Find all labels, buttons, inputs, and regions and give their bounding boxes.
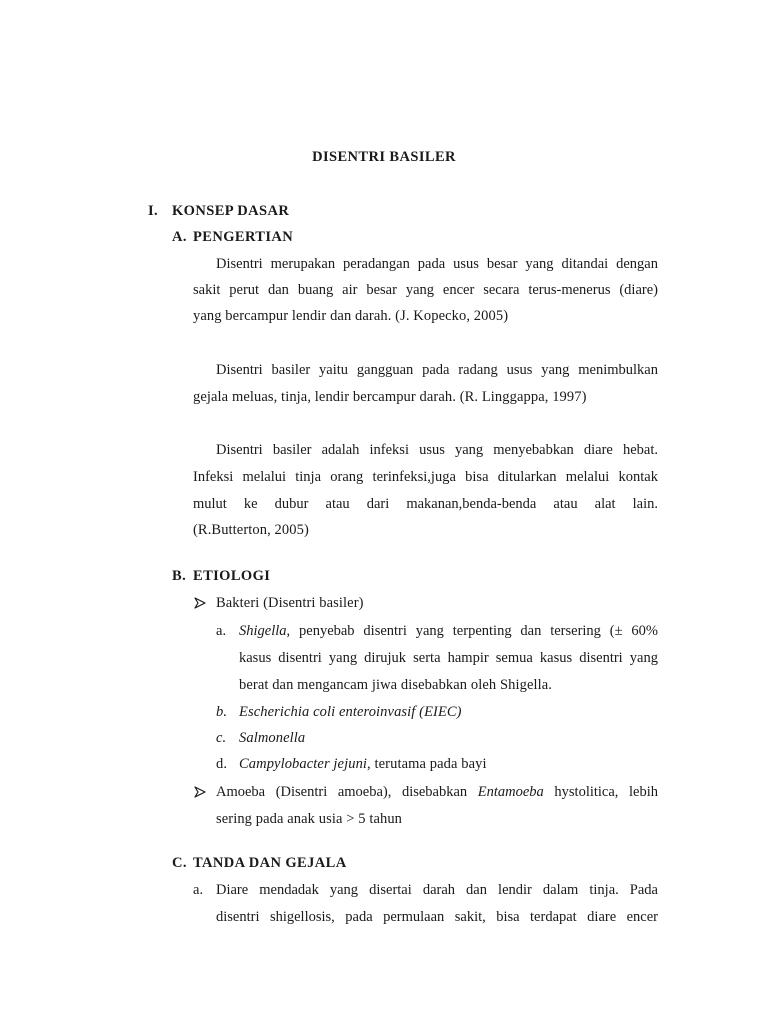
section-heading: KONSEP DASAR [172, 203, 290, 219]
bullet-text: sering pada anak usia > 5 tahun [216, 811, 403, 827]
list-marker: a. [193, 882, 204, 898]
list-marker: c. [216, 730, 227, 746]
subsection-heading-etiologi: ETIOLOGI [193, 568, 271, 584]
bullet-text: Bakteri (Disentri basiler) [216, 595, 364, 611]
subsection-letter-b: B. [172, 568, 187, 584]
list-item-text: , terutama pada bayi [367, 756, 487, 772]
list-item-line [239, 729, 305, 747]
organism-name: Entamoeba [477, 784, 544, 800]
paragraph-line: (R.Butterton, 2005) [193, 522, 309, 538]
paragraph-line: Disentri basiler adalah infeksi usus yang menyebabkan diare hebat. [216, 442, 658, 458]
organism-name: Salmonella [239, 730, 306, 746]
organism-name: Shigella [239, 623, 287, 639]
subsection-heading-tanda-gejala: TANDA DAN GEJALA [193, 855, 347, 871]
section-number: I. [148, 203, 159, 219]
bullet-text: Amoeba (Disentri amoeba), disebabkan Entamoeba hystolitica, lebih [216, 784, 658, 800]
paragraph-line: Infeksi melalui tinja orang terinfeksi,juga bisa ditularkan melalui kontak [193, 469, 658, 485]
paragraph-line: yang bercampur lendir dan darah. (J. Kopecko, 2005) [193, 308, 509, 324]
subsection-heading-pengertian: PENGERTIAN [193, 229, 294, 245]
list-item-line: disentri shigellosis, pada permulaan sakit, bisa terdapat diare encer [216, 909, 658, 925]
list-item-line: kasus disentri yang dirujuk serta hampir semua kasus disentri yang [239, 650, 658, 666]
paragraph-line: Disentri basiler yaitu gangguan pada radang usus yang menimbulkan [216, 362, 658, 378]
document-title: DISENTRI BASILER [312, 149, 456, 165]
list-item-line: berat dan mengancam jiwa disebabkan oleh Shigella. [239, 677, 553, 693]
paragraph-line: Disentri merupakan peradangan pada usus besar yang ditandai dengan [216, 256, 658, 272]
organism-name: Escherichia coli enteroinvasif (EIEC) [239, 704, 462, 720]
list-marker: a. [216, 623, 227, 639]
paragraph-line: gejala meluas, tinja, lendir bercampur darah. (R. Linggappa, 1997) [193, 389, 587, 405]
list-item-line [239, 703, 462, 721]
list-item-line [239, 755, 487, 773]
subsection-letter-a: A. [172, 229, 187, 245]
organism-name: Campylobacter jejuni [239, 756, 368, 772]
list-item-line: Diare mendadak yang disertai darah dan lendir dalam tinja. Pada [216, 882, 658, 898]
arrow-bullet-icon [193, 785, 207, 799]
paragraph-line: sakit perut dan buang air besar yang encer secara terus-menerus (diare) [193, 282, 658, 298]
list-item-line [239, 622, 658, 640]
list-item-text: , penyebab disentri yang terpenting dan tersering (± 60% [286, 623, 658, 639]
paragraph-line: mulut ke dubur atau dari makanan,benda-benda atau alat lain. [193, 496, 658, 512]
subsection-letter-c: C. [172, 855, 187, 871]
list-marker: d. [216, 756, 228, 772]
arrow-bullet-icon [193, 596, 207, 610]
list-marker: b. [216, 704, 228, 720]
